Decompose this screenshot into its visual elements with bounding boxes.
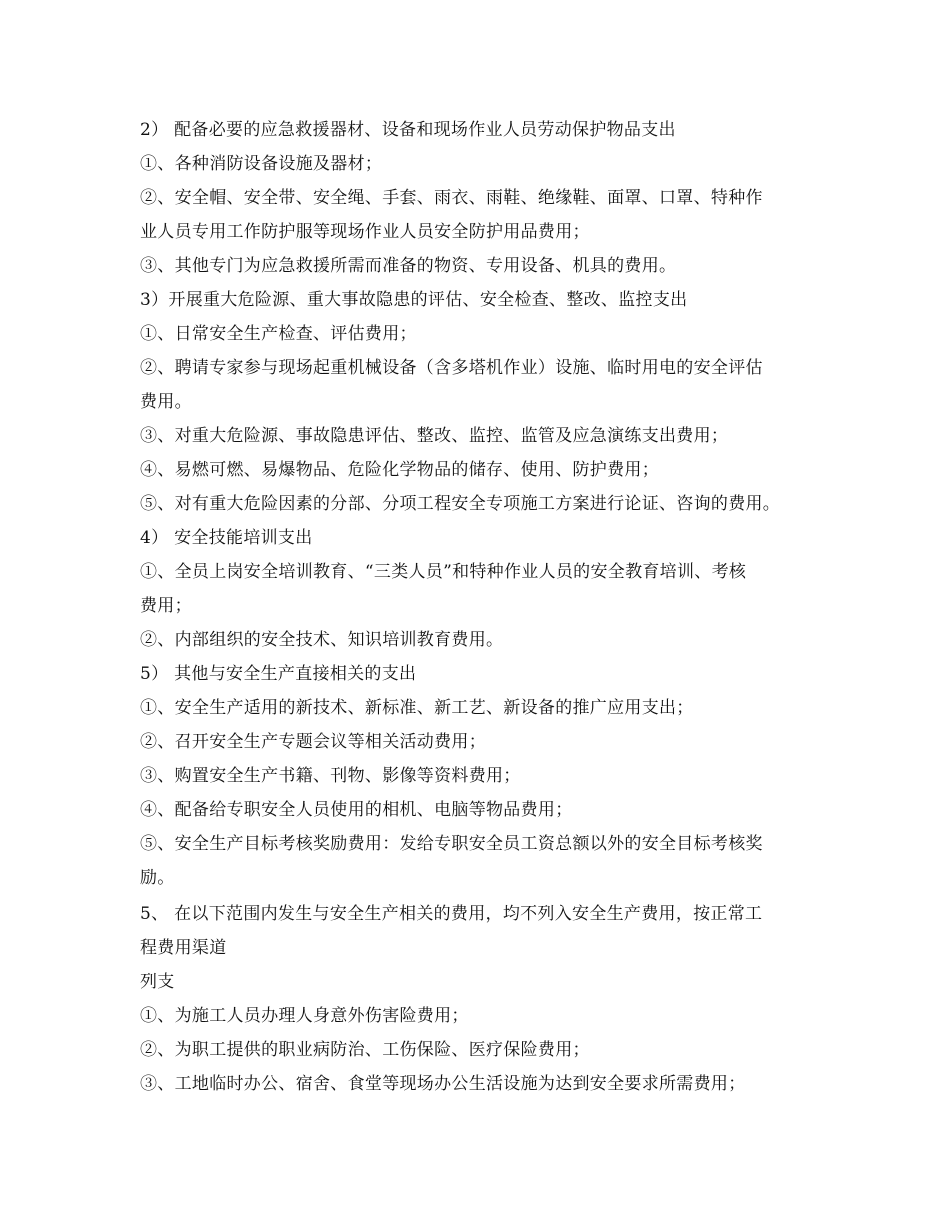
text-line: ①、为施工人员办理人身意外伤害险费用； xyxy=(140,1006,469,1026)
text-line: 程费用渠道 xyxy=(140,938,227,958)
text-line: ①、安全生产适用的新技术、新标准、新工艺、新设备的推广应用支出； xyxy=(140,698,694,718)
text-line: 5） 其他与安全生产直接相关的支出 xyxy=(140,664,417,684)
text-line: 列支 xyxy=(140,972,175,992)
text-line: ③、对重大危险源、事故隐患评估、整改、监控、监管及应急演练支出费用； xyxy=(140,426,729,446)
text-line: ②、为职工提供的职业病防治、工伤保险、医疗保险费用； xyxy=(140,1040,590,1060)
text-line: ③、工地临时办公、宿舍、食堂等现场办公生活设施为达到安全要求所需费用； xyxy=(140,1074,746,1094)
text-line: ⑤、对有重大危险因素的分部、分项工程安全专项施工方案进行论证、咨询的费用。 xyxy=(140,494,781,514)
text-line: ③、其他专门为应急救援所需而准备的物资、专用设备、机具的费用。 xyxy=(140,256,677,276)
text-line: ②、内部组织的安全技术、知识培训教育费用。 xyxy=(140,630,504,650)
text-line: 3）开展重大危险源、重大事故隐患的评估、安全检查、整改、监控支出 xyxy=(140,290,688,310)
text-line: ⑤、安全生产目标考核奖励费用：发给专职安全员工资总额以外的安全目标考核奖 xyxy=(140,834,763,854)
text-line: 励。 xyxy=(140,868,175,888)
text-line: 费用； xyxy=(140,596,192,616)
text-line: ②、安全帽、安全带、安全绳、手套、雨衣、雨鞋、绝缘鞋、面罩、口罩、特种作 xyxy=(140,188,763,208)
text-line: 费用。 xyxy=(140,392,192,412)
text-line: ②、聘请专家参与现场起重机械设备（含多塔机作业）设施、临时用电的安全评估 xyxy=(140,358,763,378)
text-line: ④、配备给专职安全人员使用的相机、电脑等物品费用； xyxy=(140,800,573,820)
text-line: 2） 配备必要的应急救援器材、设备和现场作业人员劳动保护物品支出 xyxy=(140,120,676,140)
text-line: 5、 在以下范围内发生与安全生产相关的费用，均不列入安全生产费用，按正常工 xyxy=(140,904,763,924)
text-line: ①、日常安全生产检查、评估费用； xyxy=(140,324,417,344)
text-line: 4） 安全技能培训支出 xyxy=(140,528,313,548)
text-line: ④、易燃可燃、易爆物品、危险化学物品的储存、使用、防护费用； xyxy=(140,460,659,480)
text-line: ③、购置安全生产书籍、刊物、影像等资料费用； xyxy=(140,766,521,786)
text-line: ①、全员上岗安全培训教育、“三类人员”和特种作业人员的安全教育培训、考核 xyxy=(140,562,747,582)
text-line: ②、召开安全生产专题会议等相关活动费用； xyxy=(140,732,486,752)
text-line: 业人员专用工作防护服等现场作业人员安全防护用品费用； xyxy=(140,222,590,242)
text-line: ①、各种消防设备设施及器材； xyxy=(140,154,383,174)
